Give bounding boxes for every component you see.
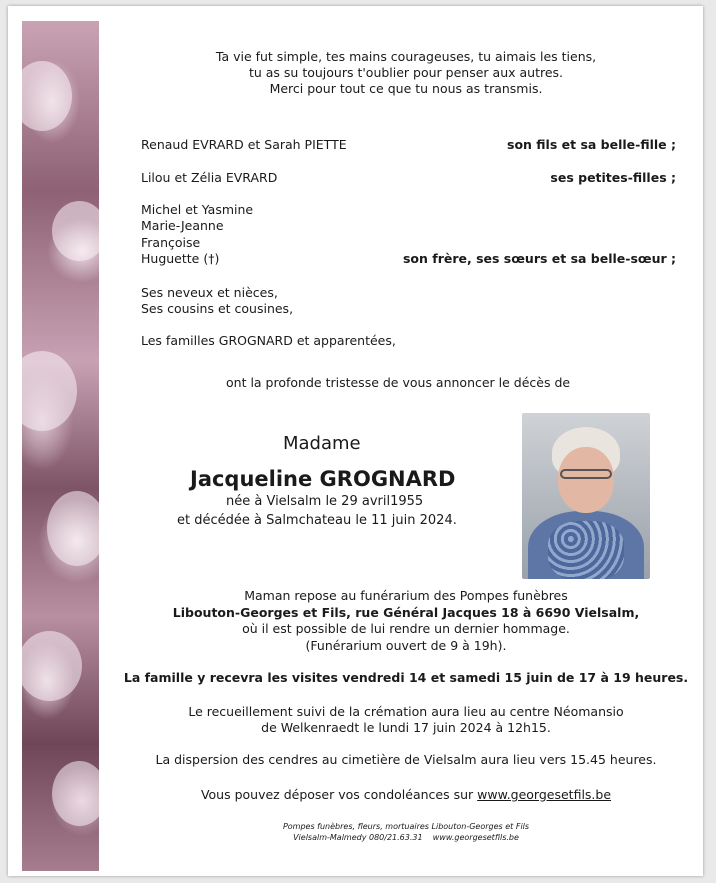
sibling-4: Huguette (†) — [141, 251, 220, 266]
footer-phone: Vielsalm-Malmedy 080/21.63.31 — [293, 833, 423, 842]
condolences-line — [106, 787, 706, 804]
grandchildren-names: Lilou et Zélia EVRARD — [141, 170, 278, 185]
funeral-line-4: (Funérarium ouvert de 9 à 19h). — [305, 638, 507, 653]
death-line: et décédée à Salmchateau le 11 juin 2024. — [177, 513, 457, 528]
condolences-link[interactable]: www.georgesetfils.be — [477, 787, 612, 802]
son-names: Renaud EVRARD et Sarah PIETTE — [141, 137, 347, 152]
sibling-1: Michel et Yasmine — [141, 202, 254, 217]
families-line: Les familles GROGNARD et apparentées, — [141, 333, 396, 348]
funeral-line-2: Libouton-Georges et Fils, rue Général Jacques 18 à 6690 Vielsalm, — [172, 605, 640, 620]
birth-line: née à Vielsalm le 29 avril1955 — [226, 494, 424, 509]
cremation-line-2: de Welkenraedt le lundi 17 juin 2024 à 12h15. — [261, 720, 551, 735]
siblings-role: son frère, ses sœurs et sa belle-sœur ; — [402, 251, 676, 266]
deceased-name: Jacqueline GROGNARD — [190, 467, 456, 491]
funeral-line-3: où il est possible de lui rendre un dernier hommage. — [242, 621, 570, 636]
portrait-photo — [522, 413, 650, 579]
poem-line-3: Merci pour tout ce que tu nous as transmis. — [269, 81, 543, 96]
visits-line: La famille y recevra les visites vendredi 14 et samedi 15 juin de 17 à 19 heures. — [123, 670, 689, 685]
footer-line-2 — [106, 832, 706, 843]
poem-line-2: tu as su toujours t'oublier pour penser aux autres. — [248, 65, 564, 80]
footer-web: www.georgesetfils.be — [432, 833, 519, 842]
obituary-page — [8, 6, 703, 876]
sibling-3: Françoise — [141, 235, 201, 250]
footer-line-1: Pompes funèbres, fleurs, mortuaires Libouton-Georges et Fils — [282, 822, 530, 831]
condolences-text: Vous pouvez déposer vos condoléances sur — [200, 787, 474, 802]
flower-border-image — [22, 21, 99, 871]
nephews-line: Ses neveux et nièces, — [141, 285, 278, 300]
cousins-line: Ses cousins et cousines, — [141, 301, 294, 316]
funeral-line-1: Maman repose au funérarium des Pompes funèbres — [244, 588, 568, 603]
sibling-2: Marie-Jeanne — [141, 218, 224, 233]
poem-line-1: Ta vie fut simple, tes mains courageuses, tu aimais les tiens, — [215, 49, 597, 64]
dispersion-line: La dispersion des cendres au cimetière de Vielsalm aura lieu vers 15.45 heures. — [155, 752, 657, 767]
cremation-line-1: Le recueillement suivi de la crémation aura lieu au centre Néomansio — [188, 704, 624, 719]
son-role: son fils et sa belle-fille ; — [507, 137, 676, 152]
honorific: Madame — [283, 433, 361, 454]
grandchildren-role: ses petites-filles ; — [550, 170, 676, 185]
announcement: ont la profonde tristesse de vous annoncer le décès de — [226, 375, 571, 390]
